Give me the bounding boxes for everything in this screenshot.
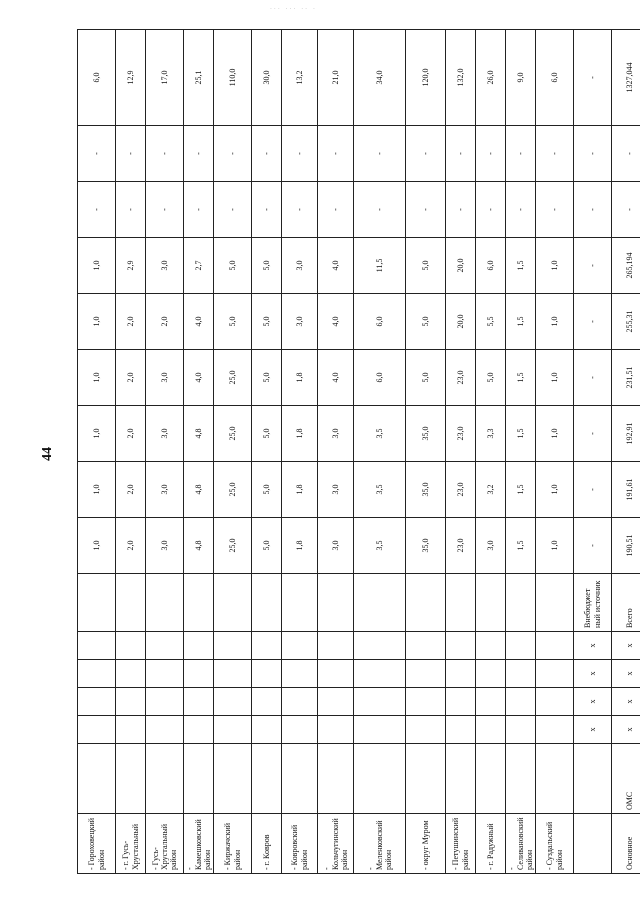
- code-cell: [184, 716, 214, 744]
- value-cell: 2,0: [116, 350, 146, 406]
- funding-type-cell: [476, 574, 506, 632]
- value-cell: -: [354, 126, 406, 182]
- table-row: [252, 30, 282, 874]
- value-cell: 5,0: [476, 350, 506, 406]
- code-cell: [476, 716, 506, 744]
- code-cell: [282, 632, 318, 660]
- value-cell: -: [146, 182, 184, 238]
- code-cell: [78, 660, 116, 688]
- value-cell: 5,0: [252, 350, 282, 406]
- value-cell: 4,8: [184, 518, 214, 574]
- code-cell: [116, 632, 146, 660]
- value-cell: -: [214, 126, 252, 182]
- region-name-cell: - г. Гусь-Хрустальный: [116, 814, 146, 874]
- value-cell: -: [446, 126, 476, 182]
- value-cell: 23,0: [446, 518, 476, 574]
- code-cell: [78, 688, 116, 716]
- funding-type-cell: Всего: [612, 574, 640, 632]
- value-cell: 1,5: [506, 462, 536, 518]
- code-cell: х: [612, 688, 640, 716]
- total-value-cell: 1327,044: [612, 30, 640, 126]
- value-cell: 1,0: [78, 518, 116, 574]
- region-name-cell: - Меленковский район: [354, 814, 406, 874]
- value-cell: 231,51: [612, 350, 640, 406]
- value-cell: -: [574, 406, 612, 462]
- value-cell: 190,51: [612, 518, 640, 574]
- code-cell: [318, 632, 354, 660]
- value-cell: 3,0: [146, 406, 184, 462]
- total-value-cell: 9,0: [506, 30, 536, 126]
- total-value-cell: 6,0: [78, 30, 116, 126]
- fund-source-cell: [184, 744, 214, 814]
- value-cell: 1,5: [506, 518, 536, 574]
- fund-source-cell: [446, 744, 476, 814]
- fund-source-cell: [476, 744, 506, 814]
- region-name-cell: - Ковровский район: [282, 814, 318, 874]
- value-cell: -: [574, 126, 612, 182]
- page-number: 44: [40, 447, 55, 461]
- funding-type-cell: [184, 574, 214, 632]
- value-cell: 5,0: [252, 462, 282, 518]
- region-name-cell: Основное: [612, 814, 640, 874]
- funding-type-cell: [446, 574, 476, 632]
- value-cell: 2,0: [146, 294, 184, 350]
- code-cell: х: [574, 632, 612, 660]
- region-name-cell: - Суздальский район: [536, 814, 574, 874]
- fund-source-cell: [116, 744, 146, 814]
- value-cell: 3,3: [476, 406, 506, 462]
- value-cell: 2,7: [184, 238, 214, 294]
- value-cell: -: [116, 182, 146, 238]
- value-cell: 3,0: [146, 462, 184, 518]
- value-cell: 23,0: [446, 462, 476, 518]
- region-name-cell: - Кольчугинский район: [318, 814, 354, 874]
- value-cell: 2,0: [116, 406, 146, 462]
- code-cell: [354, 716, 406, 744]
- value-cell: -: [146, 126, 184, 182]
- table-row: [184, 30, 214, 874]
- value-cell: -: [78, 182, 116, 238]
- funding-type-cell: [214, 574, 252, 632]
- code-cell: [252, 688, 282, 716]
- value-cell: 4,0: [184, 294, 214, 350]
- code-cell: [78, 716, 116, 744]
- value-cell: -: [446, 182, 476, 238]
- code-cell: [282, 716, 318, 744]
- value-cell: 3,0: [318, 406, 354, 462]
- table-row: [78, 30, 116, 874]
- value-cell: 5,0: [252, 406, 282, 462]
- code-cell: [252, 716, 282, 744]
- table-row: [146, 30, 184, 874]
- fund-source-cell: [214, 744, 252, 814]
- value-cell: 1,0: [536, 294, 574, 350]
- value-cell: -: [282, 126, 318, 182]
- fund-source-cell: [282, 744, 318, 814]
- value-cell: 4,8: [184, 406, 214, 462]
- table-row: [506, 30, 536, 874]
- code-cell: х: [574, 716, 612, 744]
- code-cell: [146, 660, 184, 688]
- value-cell: -: [318, 182, 354, 238]
- value-cell: 5,0: [406, 238, 446, 294]
- code-cell: [282, 660, 318, 688]
- code-cell: [446, 716, 476, 744]
- value-cell: 1,0: [536, 462, 574, 518]
- value-cell: 2,0: [116, 518, 146, 574]
- code-cell: [146, 688, 184, 716]
- total-value-cell: 12,9: [116, 30, 146, 126]
- value-cell: 4,0: [184, 350, 214, 406]
- value-cell: -: [574, 518, 612, 574]
- code-cell: [446, 688, 476, 716]
- value-cell: -: [612, 126, 640, 182]
- region-name-cell: - Гусь-Хрустальный район: [146, 814, 184, 874]
- funding-type-cell: [252, 574, 282, 632]
- code-cell: [536, 688, 574, 716]
- total-value-cell: 132,0: [446, 30, 476, 126]
- code-cell: [506, 660, 536, 688]
- table-row: [214, 30, 252, 874]
- table-row: [476, 30, 506, 874]
- code-cell: [116, 660, 146, 688]
- region-name-cell: [574, 814, 612, 874]
- code-cell: [476, 660, 506, 688]
- code-cell: [184, 660, 214, 688]
- value-cell: -: [282, 182, 318, 238]
- table-row: [282, 30, 318, 874]
- table-container: [77, 34, 634, 874]
- funding-type-cell: [318, 574, 354, 632]
- code-cell: [146, 716, 184, 744]
- table-row: [446, 30, 476, 874]
- value-cell: 5,0: [252, 294, 282, 350]
- rotated-table-frame: [77, 34, 634, 874]
- table-row: [116, 30, 146, 874]
- code-cell: [318, 660, 354, 688]
- table-row: [318, 30, 354, 874]
- value-cell: -: [406, 182, 446, 238]
- value-cell: 1,0: [536, 406, 574, 462]
- value-cell: 5,0: [214, 238, 252, 294]
- total-value-cell: 26,0: [476, 30, 506, 126]
- value-cell: 25,0: [214, 462, 252, 518]
- total-value-cell: 110,0: [214, 30, 252, 126]
- fund-source-cell: [252, 744, 282, 814]
- value-cell: 1,8: [282, 518, 318, 574]
- code-cell: [214, 716, 252, 744]
- total-value-cell: 13,2: [282, 30, 318, 126]
- total-value-cell: 6,0: [536, 30, 574, 126]
- code-cell: [536, 660, 574, 688]
- value-cell: -: [318, 126, 354, 182]
- value-cell: -: [252, 182, 282, 238]
- region-name-cell: - Селивановский район: [506, 814, 536, 874]
- value-cell: 1,5: [506, 238, 536, 294]
- code-cell: [252, 632, 282, 660]
- value-cell: -: [574, 238, 612, 294]
- value-cell: -: [506, 182, 536, 238]
- code-cell: [406, 632, 446, 660]
- value-cell: 1,8: [282, 406, 318, 462]
- region-name-cell: - Петушинский район: [446, 814, 476, 874]
- value-cell: -: [574, 462, 612, 518]
- code-cell: [536, 632, 574, 660]
- value-cell: 5,0: [214, 294, 252, 350]
- value-cell: 192,91: [612, 406, 640, 462]
- fund-source-cell: [146, 744, 184, 814]
- value-cell: 3,0: [318, 518, 354, 574]
- code-cell: х: [574, 660, 612, 688]
- value-cell: 1,0: [78, 350, 116, 406]
- table-row: [612, 30, 640, 874]
- table-row: [354, 30, 406, 874]
- table-row: [536, 30, 574, 874]
- value-cell: 5,0: [252, 238, 282, 294]
- region-name-cell: - г. Радужный: [476, 814, 506, 874]
- value-cell: 2,0: [116, 294, 146, 350]
- value-cell: 1,8: [282, 350, 318, 406]
- value-cell: -: [252, 126, 282, 182]
- value-cell: -: [476, 182, 506, 238]
- code-cell: [406, 688, 446, 716]
- funding-type-cell: Внебюджет ный источник: [574, 574, 612, 632]
- region-name-cell: - Киржачский район: [214, 814, 252, 874]
- fund-source-cell: [354, 744, 406, 814]
- value-cell: 6,0: [354, 294, 406, 350]
- code-cell: [116, 688, 146, 716]
- region-name-cell: - округ Муром: [406, 814, 446, 874]
- code-cell: [476, 632, 506, 660]
- region-name-cell: - Гороховецкий район: [78, 814, 116, 874]
- fund-source-cell: [78, 744, 116, 814]
- value-cell: 3,0: [282, 294, 318, 350]
- value-cell: -: [354, 182, 406, 238]
- fund-source-cell: [536, 744, 574, 814]
- value-cell: -: [78, 126, 116, 182]
- value-cell: -: [574, 294, 612, 350]
- code-cell: [446, 632, 476, 660]
- value-cell: 5,0: [252, 518, 282, 574]
- value-cell: 4,0: [318, 238, 354, 294]
- value-cell: 6,0: [476, 238, 506, 294]
- funding-type-cell: [78, 574, 116, 632]
- code-cell: [476, 688, 506, 716]
- funding-type-cell: [536, 574, 574, 632]
- value-cell: 1,0: [78, 238, 116, 294]
- value-cell: 3,5: [354, 518, 406, 574]
- fund-source-cell: [406, 744, 446, 814]
- region-name-cell: - г. Ковров: [252, 814, 282, 874]
- value-cell: 5,5: [476, 294, 506, 350]
- value-cell: 4,8: [184, 462, 214, 518]
- funding-type-cell: [116, 574, 146, 632]
- value-cell: 2,0: [116, 462, 146, 518]
- code-cell: х: [612, 632, 640, 660]
- budget-table: [77, 29, 640, 874]
- funding-type-cell: [506, 574, 536, 632]
- value-cell: 1,0: [78, 462, 116, 518]
- value-cell: 3,0: [146, 350, 184, 406]
- value-cell: -: [536, 126, 574, 182]
- funding-type-cell: [146, 574, 184, 632]
- code-cell: [536, 716, 574, 744]
- value-cell: -: [574, 182, 612, 238]
- value-cell: -: [406, 126, 446, 182]
- table-row: [574, 30, 612, 874]
- value-cell: 20,0: [446, 294, 476, 350]
- code-cell: х: [612, 660, 640, 688]
- value-cell: 1,0: [536, 238, 574, 294]
- value-cell: -: [214, 182, 252, 238]
- value-cell: 255,31: [612, 294, 640, 350]
- code-cell: [282, 688, 318, 716]
- scan-mark: ··· ··· ·· ·: [270, 6, 317, 13]
- value-cell: 3,5: [354, 406, 406, 462]
- value-cell: 1,0: [536, 518, 574, 574]
- value-cell: 6,0: [354, 350, 406, 406]
- total-value-cell: 17,0: [146, 30, 184, 126]
- total-value-cell: 21,0: [318, 30, 354, 126]
- value-cell: -: [574, 350, 612, 406]
- fund-source-cell: [574, 744, 612, 814]
- value-cell: 3,5: [354, 462, 406, 518]
- code-cell: [214, 688, 252, 716]
- code-cell: [506, 688, 536, 716]
- code-cell: [354, 632, 406, 660]
- value-cell: 3,0: [476, 518, 506, 574]
- value-cell: 23,0: [446, 406, 476, 462]
- code-cell: [406, 660, 446, 688]
- table-row: [406, 30, 446, 874]
- value-cell: 35,0: [406, 518, 446, 574]
- value-cell: -: [612, 182, 640, 238]
- funding-type-cell: [354, 574, 406, 632]
- value-cell: 191,61: [612, 462, 640, 518]
- code-cell: х: [574, 688, 612, 716]
- code-cell: [318, 688, 354, 716]
- value-cell: 1,5: [506, 294, 536, 350]
- value-cell: 4,0: [318, 294, 354, 350]
- code-cell: [406, 716, 446, 744]
- value-cell: -: [506, 126, 536, 182]
- value-cell: 1,0: [78, 294, 116, 350]
- value-cell: 25,0: [214, 350, 252, 406]
- value-cell: 1,0: [78, 406, 116, 462]
- total-value-cell: 30,0: [252, 30, 282, 126]
- code-cell: [318, 716, 354, 744]
- fund-source-cell: [506, 744, 536, 814]
- value-cell: 3,0: [282, 238, 318, 294]
- code-cell: [354, 660, 406, 688]
- total-value-cell: -: [574, 30, 612, 126]
- value-cell: 3,2: [476, 462, 506, 518]
- value-cell: -: [116, 126, 146, 182]
- value-cell: 11,5: [354, 238, 406, 294]
- value-cell: 3,0: [318, 462, 354, 518]
- funding-type-cell: [282, 574, 318, 632]
- value-cell: -: [184, 182, 214, 238]
- value-cell: -: [476, 126, 506, 182]
- code-cell: [116, 716, 146, 744]
- code-cell: [446, 660, 476, 688]
- code-cell: [354, 688, 406, 716]
- total-value-cell: 25,1: [184, 30, 214, 126]
- value-cell: 35,0: [406, 462, 446, 518]
- total-value-cell: 120,0: [406, 30, 446, 126]
- fund-source-cell: ОМС: [612, 744, 640, 814]
- code-cell: [506, 632, 536, 660]
- code-cell: [184, 688, 214, 716]
- fund-source-cell: [318, 744, 354, 814]
- code-cell: [146, 632, 184, 660]
- value-cell: 25,0: [214, 406, 252, 462]
- value-cell: 1,5: [506, 406, 536, 462]
- value-cell: 5,0: [406, 350, 446, 406]
- value-cell: 35,0: [406, 406, 446, 462]
- table-body: [78, 30, 640, 874]
- code-cell: х: [612, 716, 640, 744]
- code-cell: [214, 660, 252, 688]
- value-cell: 4,0: [318, 350, 354, 406]
- value-cell: 1,8: [282, 462, 318, 518]
- value-cell: 20,0: [446, 238, 476, 294]
- funding-type-cell: [406, 574, 446, 632]
- value-cell: 1,0: [536, 350, 574, 406]
- code-cell: [214, 632, 252, 660]
- value-cell: -: [184, 126, 214, 182]
- code-cell: [506, 716, 536, 744]
- code-cell: [184, 632, 214, 660]
- code-cell: [252, 660, 282, 688]
- value-cell: 3,0: [146, 238, 184, 294]
- code-cell: [78, 632, 116, 660]
- value-cell: 25,0: [214, 518, 252, 574]
- value-cell: 2,9: [116, 238, 146, 294]
- value-cell: 3,0: [146, 518, 184, 574]
- region-name-cell: - Камешковский район: [184, 814, 214, 874]
- value-cell: 5,0: [406, 294, 446, 350]
- value-cell: 1,5: [506, 350, 536, 406]
- total-value-cell: 34,0: [354, 30, 406, 126]
- value-cell: 23,0: [446, 350, 476, 406]
- value-cell: 265,194: [612, 238, 640, 294]
- value-cell: -: [536, 182, 574, 238]
